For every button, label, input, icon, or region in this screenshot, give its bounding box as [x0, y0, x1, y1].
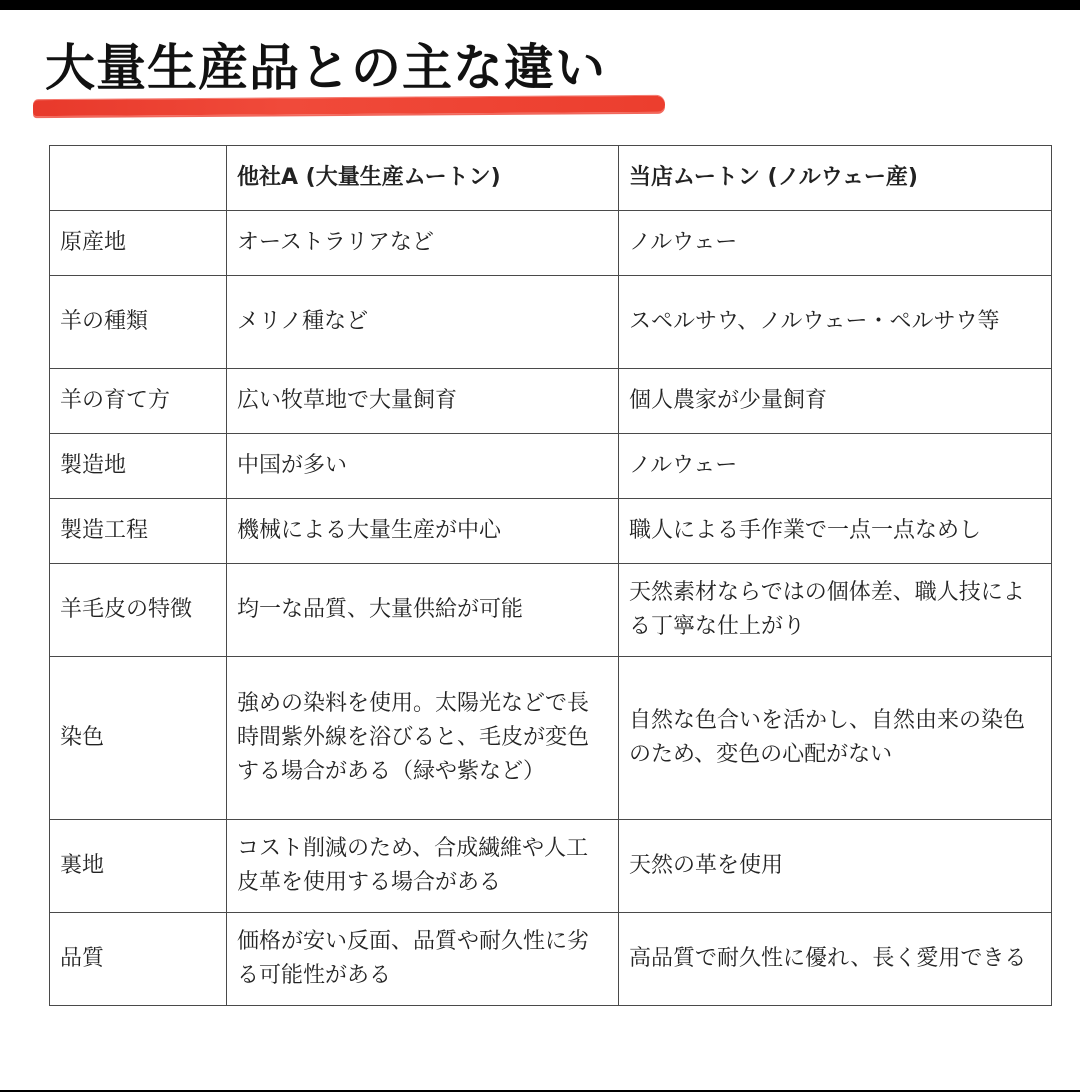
- row-label: 裏地: [50, 820, 227, 913]
- header-ours: 当店ムートン (ノルウェー産): [619, 146, 1052, 211]
- row-label: 製造工程: [50, 499, 227, 564]
- table-row: [50, 434, 1052, 499]
- row-label: 羊の育て方: [50, 369, 227, 434]
- table-row: [50, 820, 1052, 913]
- top-black-bar: [0, 0, 1080, 10]
- table-row: [50, 657, 1052, 820]
- table-row: [50, 276, 1052, 369]
- ours-cell: 天然の革を使用: [619, 820, 1052, 913]
- ours-cell: ノルウェー: [619, 211, 1052, 276]
- comparison-table: [49, 145, 1052, 1006]
- table-row: [50, 369, 1052, 434]
- ours-cell: 天然素材ならではの個体差、職人技による丁寧な仕上がり: [619, 564, 1052, 657]
- competitor-cell: 強めの染料を使用。太陽光などで長時間紫外線を浴びると、毛皮が変色する場合がある（緑や紫など）: [227, 657, 619, 820]
- table-row: [50, 211, 1052, 276]
- table-header-row: [50, 146, 1052, 211]
- ours-cell: 高品質で耐久性に優れ、長く愛用できる: [619, 913, 1052, 1006]
- header-competitor: 他社A (大量生産ムートン): [227, 146, 619, 211]
- competitor-cell: オーストラリアなど: [227, 211, 619, 276]
- row-label: 製造地: [50, 434, 227, 499]
- competitor-cell: 価格が安い反面、品質や耐久性に劣る可能性がある: [227, 913, 619, 1006]
- row-label: 染色: [50, 657, 227, 820]
- header-empty: [50, 146, 227, 211]
- competitor-cell: メリノ種など: [227, 276, 619, 369]
- ours-cell: ノルウェー: [619, 434, 1052, 499]
- row-label: 羊毛皮の特徴: [50, 564, 227, 657]
- ours-cell: 個人農家が少量飼育: [619, 369, 1052, 434]
- title-block: [45, 36, 606, 100]
- competitor-cell: 均一な品質、大量供給が可能: [227, 564, 619, 657]
- row-label: 原産地: [50, 211, 227, 276]
- competitor-cell: 広い牧草地で大量飼育: [227, 369, 619, 434]
- ours-cell: 自然な色合いを活かし、自然由来の染色のため、変色の心配がない: [619, 657, 1052, 820]
- row-label: 品質: [50, 913, 227, 1006]
- ours-cell: スペルサウ、ノルウェー・ペルサウ等: [619, 276, 1052, 369]
- row-label: 羊の種類: [50, 276, 227, 369]
- table-row: [50, 913, 1052, 1006]
- competitor-cell: 機械による大量生産が中心: [227, 499, 619, 564]
- table-row: [50, 564, 1052, 657]
- table-row: [50, 499, 1052, 564]
- competitor-cell: コスト削減のため、合成繊維や人工皮革を使用する場合がある: [227, 820, 619, 913]
- ours-cell: 職人による手作業で一点一点なめし: [619, 499, 1052, 564]
- page-title: 大量生産品との主な違い: [45, 39, 606, 97]
- competitor-cell: 中国が多い: [227, 434, 619, 499]
